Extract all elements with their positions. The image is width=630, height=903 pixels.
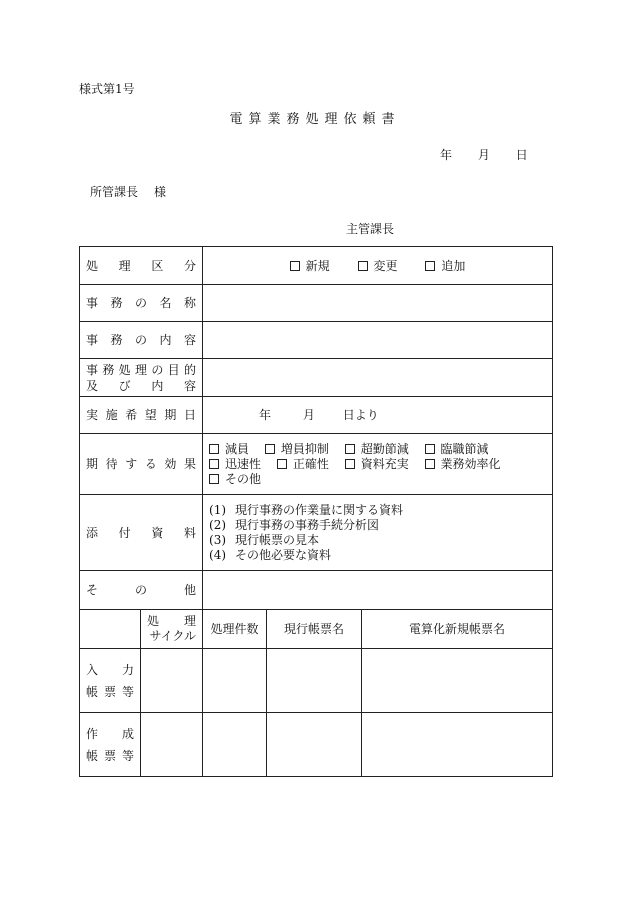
effects-label: 期待する効果 [80, 434, 203, 495]
effect-option[interactable]: 増員抑制 [265, 442, 335, 456]
input-forms-label: 入力 帳票等 [80, 649, 141, 713]
row-output-forms [80, 713, 553, 777]
request-form-table [79, 246, 553, 777]
category-label: 処理区分 [80, 247, 203, 285]
checkbox-change[interactable] [358, 261, 368, 271]
purpose-field[interactable] [203, 359, 553, 397]
checkbox-new[interactable] [290, 261, 300, 271]
date-month: 月 [477, 148, 490, 162]
desired-date-label: 実施希望期日 [80, 397, 203, 434]
row-attachments [80, 495, 553, 571]
row-other [80, 571, 553, 610]
header-count: 処理件数 [203, 610, 267, 649]
effects-options [203, 434, 553, 495]
option-new[interactable]: 新規 [290, 259, 330, 273]
output-cycle-cell[interactable] [141, 713, 203, 777]
row-category [80, 247, 553, 285]
input-current-cell[interactable] [267, 649, 362, 713]
effect-option[interactable]: 業務効率化 [425, 457, 507, 471]
output-new-cell[interactable] [362, 713, 553, 777]
other-field[interactable] [203, 571, 553, 610]
effect-option[interactable]: 減員 [209, 442, 255, 456]
business-name-field[interactable] [203, 285, 553, 322]
row-input-forms [80, 649, 553, 713]
checkbox-add[interactable] [425, 261, 435, 271]
attachment-item: (4) その他必要な資料 [209, 547, 332, 562]
effect-option[interactable]: 迅速性 [209, 457, 267, 471]
desired-date-field[interactable]: 年 月 日より [203, 397, 553, 434]
header-cycle: 処理 サイクル [141, 610, 203, 649]
row-business-content [80, 322, 553, 359]
attachments-label: 添付資料 [80, 495, 203, 571]
row-desired-date [80, 397, 553, 434]
header-current-form: 現行帳票名 [267, 610, 362, 649]
row-purpose [80, 359, 553, 397]
option-change[interactable]: 変更 [358, 259, 398, 273]
attachments-list [203, 495, 553, 571]
option-add[interactable]: 追加 [425, 259, 465, 273]
output-count-cell[interactable] [203, 713, 267, 777]
attachment-item: (2) 現行事務の事務手続分析図 [209, 517, 380, 532]
category-options [203, 247, 553, 285]
output-forms-label: 作成 帳票等 [80, 713, 141, 777]
empty-corner [80, 610, 141, 649]
addressee [90, 183, 166, 200]
requester: 主管課長 [346, 222, 395, 236]
attachment-item: (3) 現行帳票の見本 [209, 532, 320, 547]
effect-option[interactable]: 臨職節減 [425, 442, 495, 456]
date-year: 年 [440, 148, 453, 162]
addressee-name: 所管課長 [90, 185, 139, 199]
attachment-item: (1) 現行事務の作業量に関する資料 [209, 502, 404, 517]
addressee-honorific: 様 [154, 185, 167, 199]
sub-table-header [80, 610, 553, 649]
business-name-label: 事務の名称 [80, 285, 203, 322]
document-title: 電算業務処理依頼書 [229, 112, 401, 127]
input-count-cell[interactable] [203, 649, 267, 713]
output-current-cell[interactable] [267, 713, 362, 777]
row-business-name [80, 285, 553, 322]
business-content-field[interactable] [203, 322, 553, 359]
input-new-cell[interactable] [362, 649, 553, 713]
other-label: その他 [80, 571, 203, 610]
effect-option[interactable]: 資料充実 [345, 457, 415, 471]
header-new-form: 電算化新規帳票名 [362, 610, 553, 649]
effect-option[interactable]: 超勤節減 [345, 442, 415, 456]
date-day: 日 [515, 148, 528, 162]
date-line [440, 146, 550, 163]
business-content-label: 事務の内容 [80, 322, 203, 359]
input-cycle-cell[interactable] [141, 649, 203, 713]
form-number: 様式第1号 [79, 82, 135, 96]
purpose-label: 事務処理の目的 及び内容 [80, 359, 203, 397]
row-effects [80, 434, 553, 495]
effect-option[interactable]: その他 [209, 472, 267, 486]
effect-option[interactable]: 正確性 [277, 457, 335, 471]
